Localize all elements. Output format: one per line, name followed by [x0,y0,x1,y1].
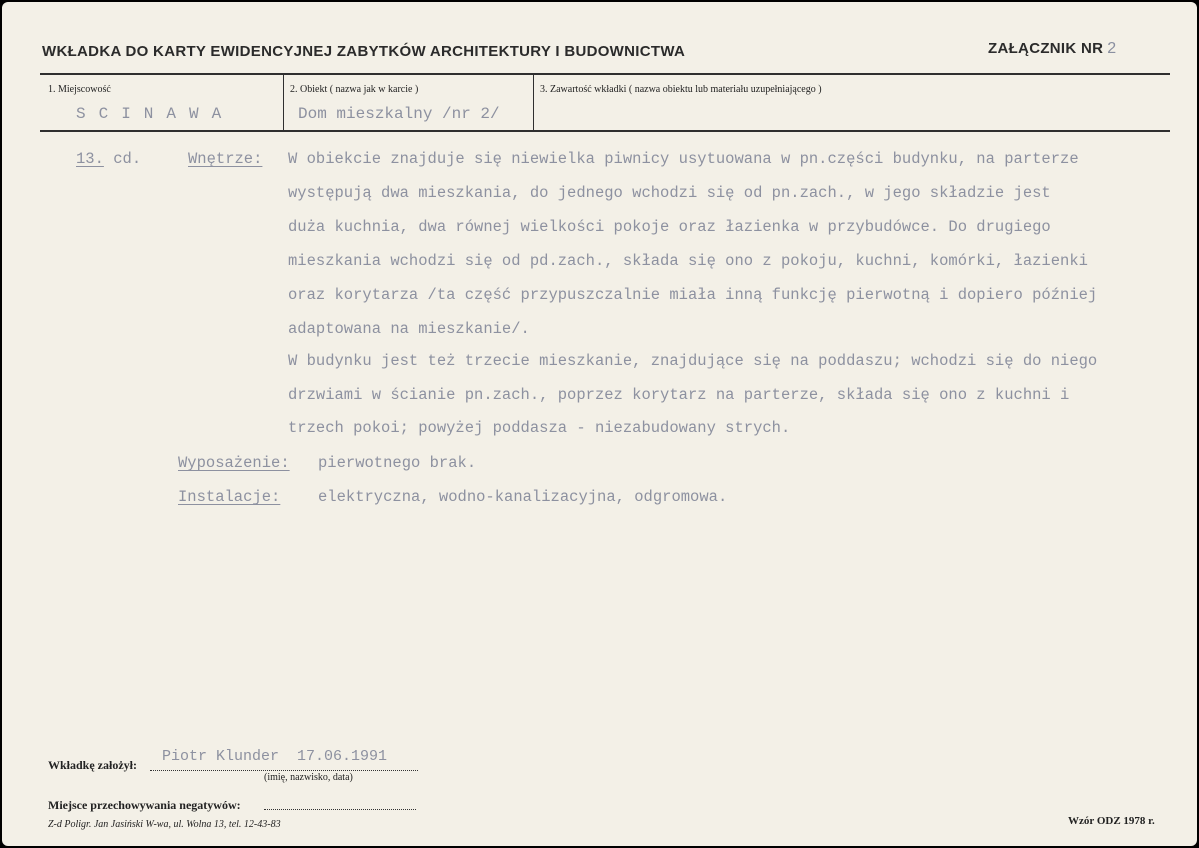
field-divider-1 [283,75,284,130]
form-title: WKŁADKA DO KARTY EWIDENCYJNEJ ZABYTKÓW ARCHITEKTURY I BUDOWNICTWA [42,43,686,60]
created-by-hint: (imię, nazwisko, data) [264,772,353,783]
interior-line: duża kuchnia, dwa równej wielkości pokoje oraz łazienka w przybudówce. Do drugiego [288,218,1051,236]
location-value: SCINAWA [76,105,235,123]
interior-line: drzwiami w ścianie pn.zach., poprzez korytarz na parterze, składa się ono z kuchni i [288,386,1070,404]
field-divider-2 [533,75,534,130]
attachment-number: 2 [1107,40,1117,57]
header-rule-bottom [40,130,1170,132]
section-number: 13. [76,150,104,168]
location-label: 1. Miejscowość [48,84,111,95]
interior-line: W budynku jest też trzecie mieszkanie, znajdujące się na poddaszu; wchodzi się do niego [288,352,1098,370]
installations-label: Instalacje: [178,488,281,506]
installations-value: elektryczna, wodno-kanalizacyjna, odgromowa. [318,488,728,506]
interior-line: mieszkania wchodzi się od pd.zach., składa się ono z pokoju, kuchni, komórki, łazienki [288,252,1088,270]
record-card [2,2,1197,846]
interior-line: trzech pokoi; powyżej poddasza - niezabudowany strych. [288,419,791,437]
attachment-label [988,40,1116,58]
equipment-value: pierwotnego brak. [318,454,477,472]
created-by-label: Wkładkę założył: [48,758,137,772]
negatives-label: Miejsce przechowywania negatywów: [48,798,241,812]
attachment-label-text: ZAŁĄCZNIK NR [988,40,1104,57]
object-label: 2. Obiekt ( nazwa jak w karcie ) [290,84,419,95]
interior-line: adaptowana na mieszkanie/. [288,320,530,338]
form-model: Wzór ODZ 1978 r. [1068,815,1155,827]
content-label: 3. Zawartość wkładki ( nazwa obiektu lub materiału uzupełniającego ) [540,84,822,95]
negatives-dotted-line [264,809,416,810]
section-heading [76,150,141,168]
printer-imprint: Z-d Poligr. Jan Jasiński W-wa, ul. Wolna 13, tel. 12-43-83 [48,819,281,830]
object-value: Dom mieszkalny /nr 2/ [298,105,500,123]
section-continued: cd. [113,150,142,168]
equipment-label: Wyposażenie: [178,454,290,472]
interior-line: występują dwa mieszkania, do jednego wchodzi się od pn.zach., w jego składzie jest [288,184,1051,202]
created-by-value: Piotr Klunder 17.06.1991 [162,748,388,765]
header-rule-top [40,73,1170,75]
interior-label: Wnętrze: [188,150,263,168]
created-by-dotted-line [150,770,418,771]
interior-line: W obiekcie znajduje się niewielka piwnicy usytuowana w pn.części budynku, na parterze [288,150,1079,168]
interior-line: oraz korytarza /ta część przypuszczalnie miała inną funkcję pierwotną i dopiero później [288,286,1098,304]
